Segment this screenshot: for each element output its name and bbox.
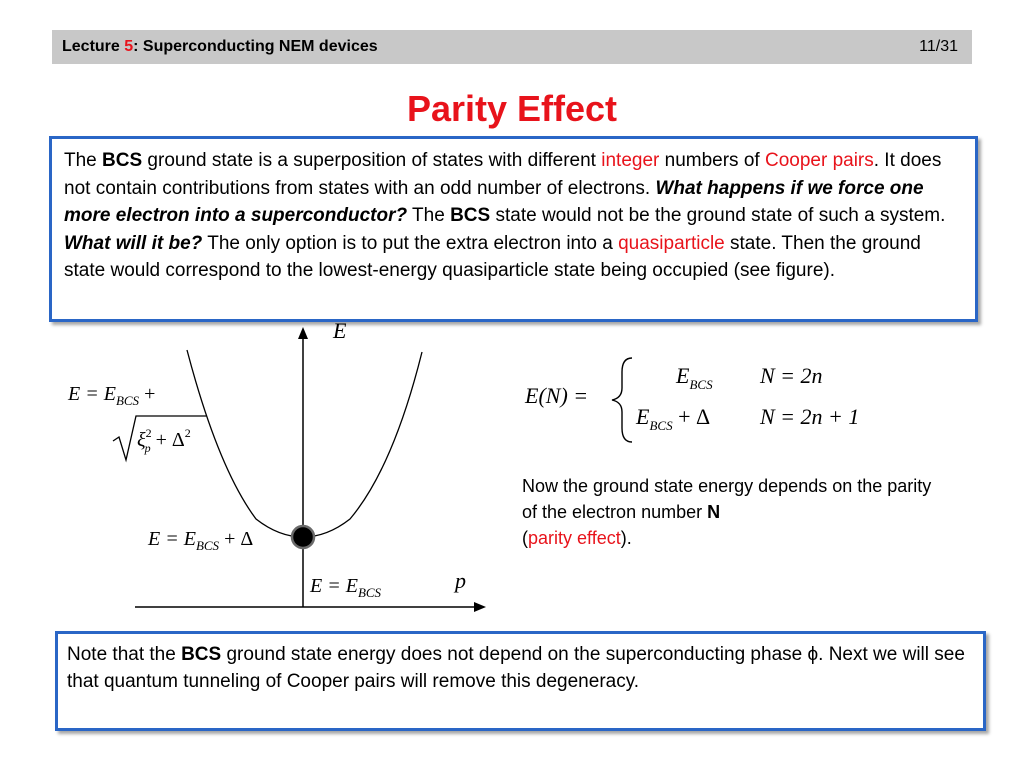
note-textbox: Note that the BCS ground state energy does not depend on the superconducting phase ϕ. Next we will see that quantum tunneling of Cooper pairs will remove this degeneracy. [55,631,986,731]
equation-brace [612,358,632,442]
electron-number-n: N [707,502,721,522]
question-1: What happens if we force one more electron into a superconductor? [64,177,924,226]
equation-lhs: E(N) = [525,383,589,408]
equation-cond-1: N = 2n [760,363,823,388]
axis-label-e: E [333,318,347,343]
bcs-label: $E = E_{BCS}$ [310,575,382,600]
quasiparticle-dot [292,526,314,548]
equation-case-2: $E_{BCS} + \Delta$ [636,404,711,433]
parity-effect-highlight: parity effect [528,528,621,548]
equation-cond-2: N = 2n + 1 [760,404,860,429]
intro-textbox: The BCS ground state is a superposition of states with different integer numbers of Cooper pairs. It does not contain contributions from states with an odd number of electrons. What happens if we force one more electron into a superconductor? The BCS state would not be the ground state of such a system. What will it be? The only option is to put the extra electron into a quasiparticle state. Then the ground state would correspond to the lowest-energy quasiparticle state being occupied (see figure). [49,136,978,322]
description-text: Now the ground state energy depends on the parity of the electron number N (parity effect). [522,476,932,548]
lecture-title: Lecture 5: Superconducting NEM devices [62,38,378,55]
dispersion-curve [187,350,422,537]
integer-highlight: integer [601,150,660,171]
page-number: 11/31 [919,38,958,55]
energy-axis-arrow [298,327,308,339]
quasiparticle-highlight: quasiparticle [618,232,725,254]
axis-label-p: p [455,568,466,593]
lecture-number: 5 [124,38,134,55]
sqrt-content: $\xi^2$ $p + \Delta^2$ [137,426,191,455]
gap-label: $E = E_{BCS} + \Delta$ [148,528,254,553]
equation-case-1: $E_{BCS}$ [676,363,713,392]
dispersion-label: $E = E_{BCS}$ + [68,383,156,408]
question-2: What will it be? [64,232,203,254]
phase-symbol: ϕ [807,644,819,665]
cooper-pairs-highlight: Cooper pairs [764,150,874,171]
slide-title: Parity Effect [406,88,618,129]
momentum-axis-arrow [474,602,486,612]
